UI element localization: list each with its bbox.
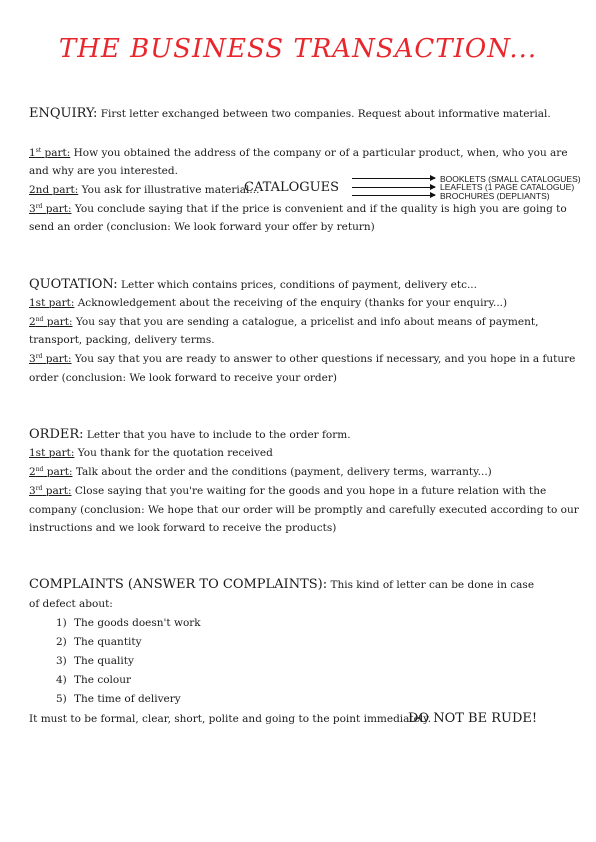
arrow-brochures (352, 195, 435, 196)
order-part-3-text-2: company (conclusion: We hope that our order will be promptly and carefully executed according to our (29, 504, 579, 516)
list-item-number: 2) (56, 636, 67, 648)
quotation-part-1-text: Acknowledgement about the receiving of the enquiry (thanks for your enquiry...) (74, 297, 508, 309)
quotation-heading-line (29, 278, 477, 292)
enquiry-heading: ENQUIRY: (29, 106, 98, 121)
order-heading: ORDER: (29, 427, 84, 442)
order-heading-line (29, 428, 351, 442)
enquiry-part-3-text: You conclude saying that if the price is convenient and if the quality is high you are going to (71, 203, 567, 215)
quotation-heading: QUOTATION: (29, 277, 118, 292)
enquiry-part-1 (29, 146, 568, 160)
order-part-2 (29, 465, 492, 479)
quotation-part-3-text: You say that you are ready to answer to other questions if necessary, and you hope in a future (71, 353, 576, 365)
quotation-part-2-text: You say that you are sending a catalogue, a pricelist and info about means of payment, (72, 316, 539, 328)
order-description: Letter that you have to include to the order form. (83, 429, 351, 441)
enquiry-part-1-text-2: and why are you interested. (29, 165, 178, 177)
enquiry-heading-line (29, 107, 551, 121)
order-part-1-text: You thank for the quotation received (74, 447, 273, 459)
quotation-part-1 (29, 296, 507, 310)
quotation-part-3-label: 3rd part: (29, 353, 72, 365)
enquiry-part-2-label: 2nd part: (29, 184, 79, 196)
order-part-3-label: 3rd part: (29, 485, 72, 497)
enquiry-description: First letter exchanged between two companies. Request about informative material. (97, 108, 551, 120)
list-item-text: The quality (74, 655, 134, 667)
enquiry-part-2 (29, 183, 259, 197)
do-not-be-rude-note: DO NOT BE RUDE! (408, 711, 538, 726)
complaints-closing: It must to be formal, clear, short, polite and going to the point immediately. (29, 713, 432, 725)
complaints-heading: COMPLAINTS (ANSWER TO COMPLAINTS): (29, 577, 328, 592)
quotation-part-3-text-2: order (conclusion: We look forward to receive your order) (29, 372, 337, 384)
list-item-text: The goods doesn't work (74, 617, 201, 629)
arrow-booklets (352, 178, 435, 179)
list-item-text: The quantity (74, 636, 142, 648)
complaints-description: This kind of letter can be done in case (327, 579, 535, 591)
list-item (56, 635, 142, 649)
order-part-3 (29, 484, 546, 498)
list-item-text: The time of delivery (74, 693, 181, 705)
list-item (56, 692, 181, 706)
enquiry-part-3-text-2: send an order (conclusion: We look forward your offer by return) (29, 221, 375, 233)
list-item-number: 1) (56, 617, 67, 629)
page-title: THE BUSINESS TRANSACTION... (58, 34, 538, 64)
enquiry-part-2-text: You ask for illustrative material... (78, 184, 260, 196)
enquiry-part-3 (29, 202, 567, 216)
catalogue-type-booklets: BOOKLETS (SMALL CATALOGUES) (440, 174, 581, 184)
quotation-description: Letter which contains prices, conditions of payment, delivery etc... (117, 279, 477, 291)
quotation-part-1-label: 1st part: (29, 297, 75, 309)
enquiry-part-1-label: 1st part: (29, 147, 71, 159)
order-part-3-text-3: instructions and we look forward to receive the products) (29, 522, 337, 534)
quotation-part-2-text-2: transport, packing, delivery terms. (29, 334, 215, 346)
order-part-2-label: 2nd part: (29, 466, 73, 478)
list-item (56, 616, 201, 630)
list-item-text: The colour (74, 674, 131, 686)
quotation-part-2 (29, 315, 538, 329)
arrow-leaflets (352, 187, 435, 188)
order-part-1-label: 1st part: (29, 447, 75, 459)
list-item-number: 3) (56, 655, 67, 667)
catalogues-label: CATALOGUES (244, 180, 339, 195)
quotation-part-3 (29, 352, 575, 366)
quotation-part-2-label: 2nd part: (29, 316, 73, 328)
catalogue-type-leaflets: LEAFLETS (1 PAGE CATALOGUE) (440, 182, 575, 192)
order-part-2-text: Talk about the order and the conditions (payment, delivery terms, warranty...) (72, 466, 492, 478)
list-item (56, 673, 131, 687)
catalogue-type-brochures: BROCHURES (DEPLIANTS) (440, 191, 550, 201)
complaints-heading-line (29, 578, 534, 592)
list-item-number: 5) (56, 693, 67, 705)
order-part-1 (29, 446, 273, 460)
list-item (56, 654, 134, 668)
enquiry-part-1-text: How you obtained the address of the company or of a particular product, when, who you are (70, 147, 568, 159)
complaints-description-2: of defect about: (29, 598, 113, 610)
list-item-number: 4) (56, 674, 67, 686)
enquiry-part-3-label: 3rd part: (29, 203, 72, 215)
order-part-3-text: Close saying that you're waiting for the goods and you hope in a future relation with the (71, 485, 547, 497)
